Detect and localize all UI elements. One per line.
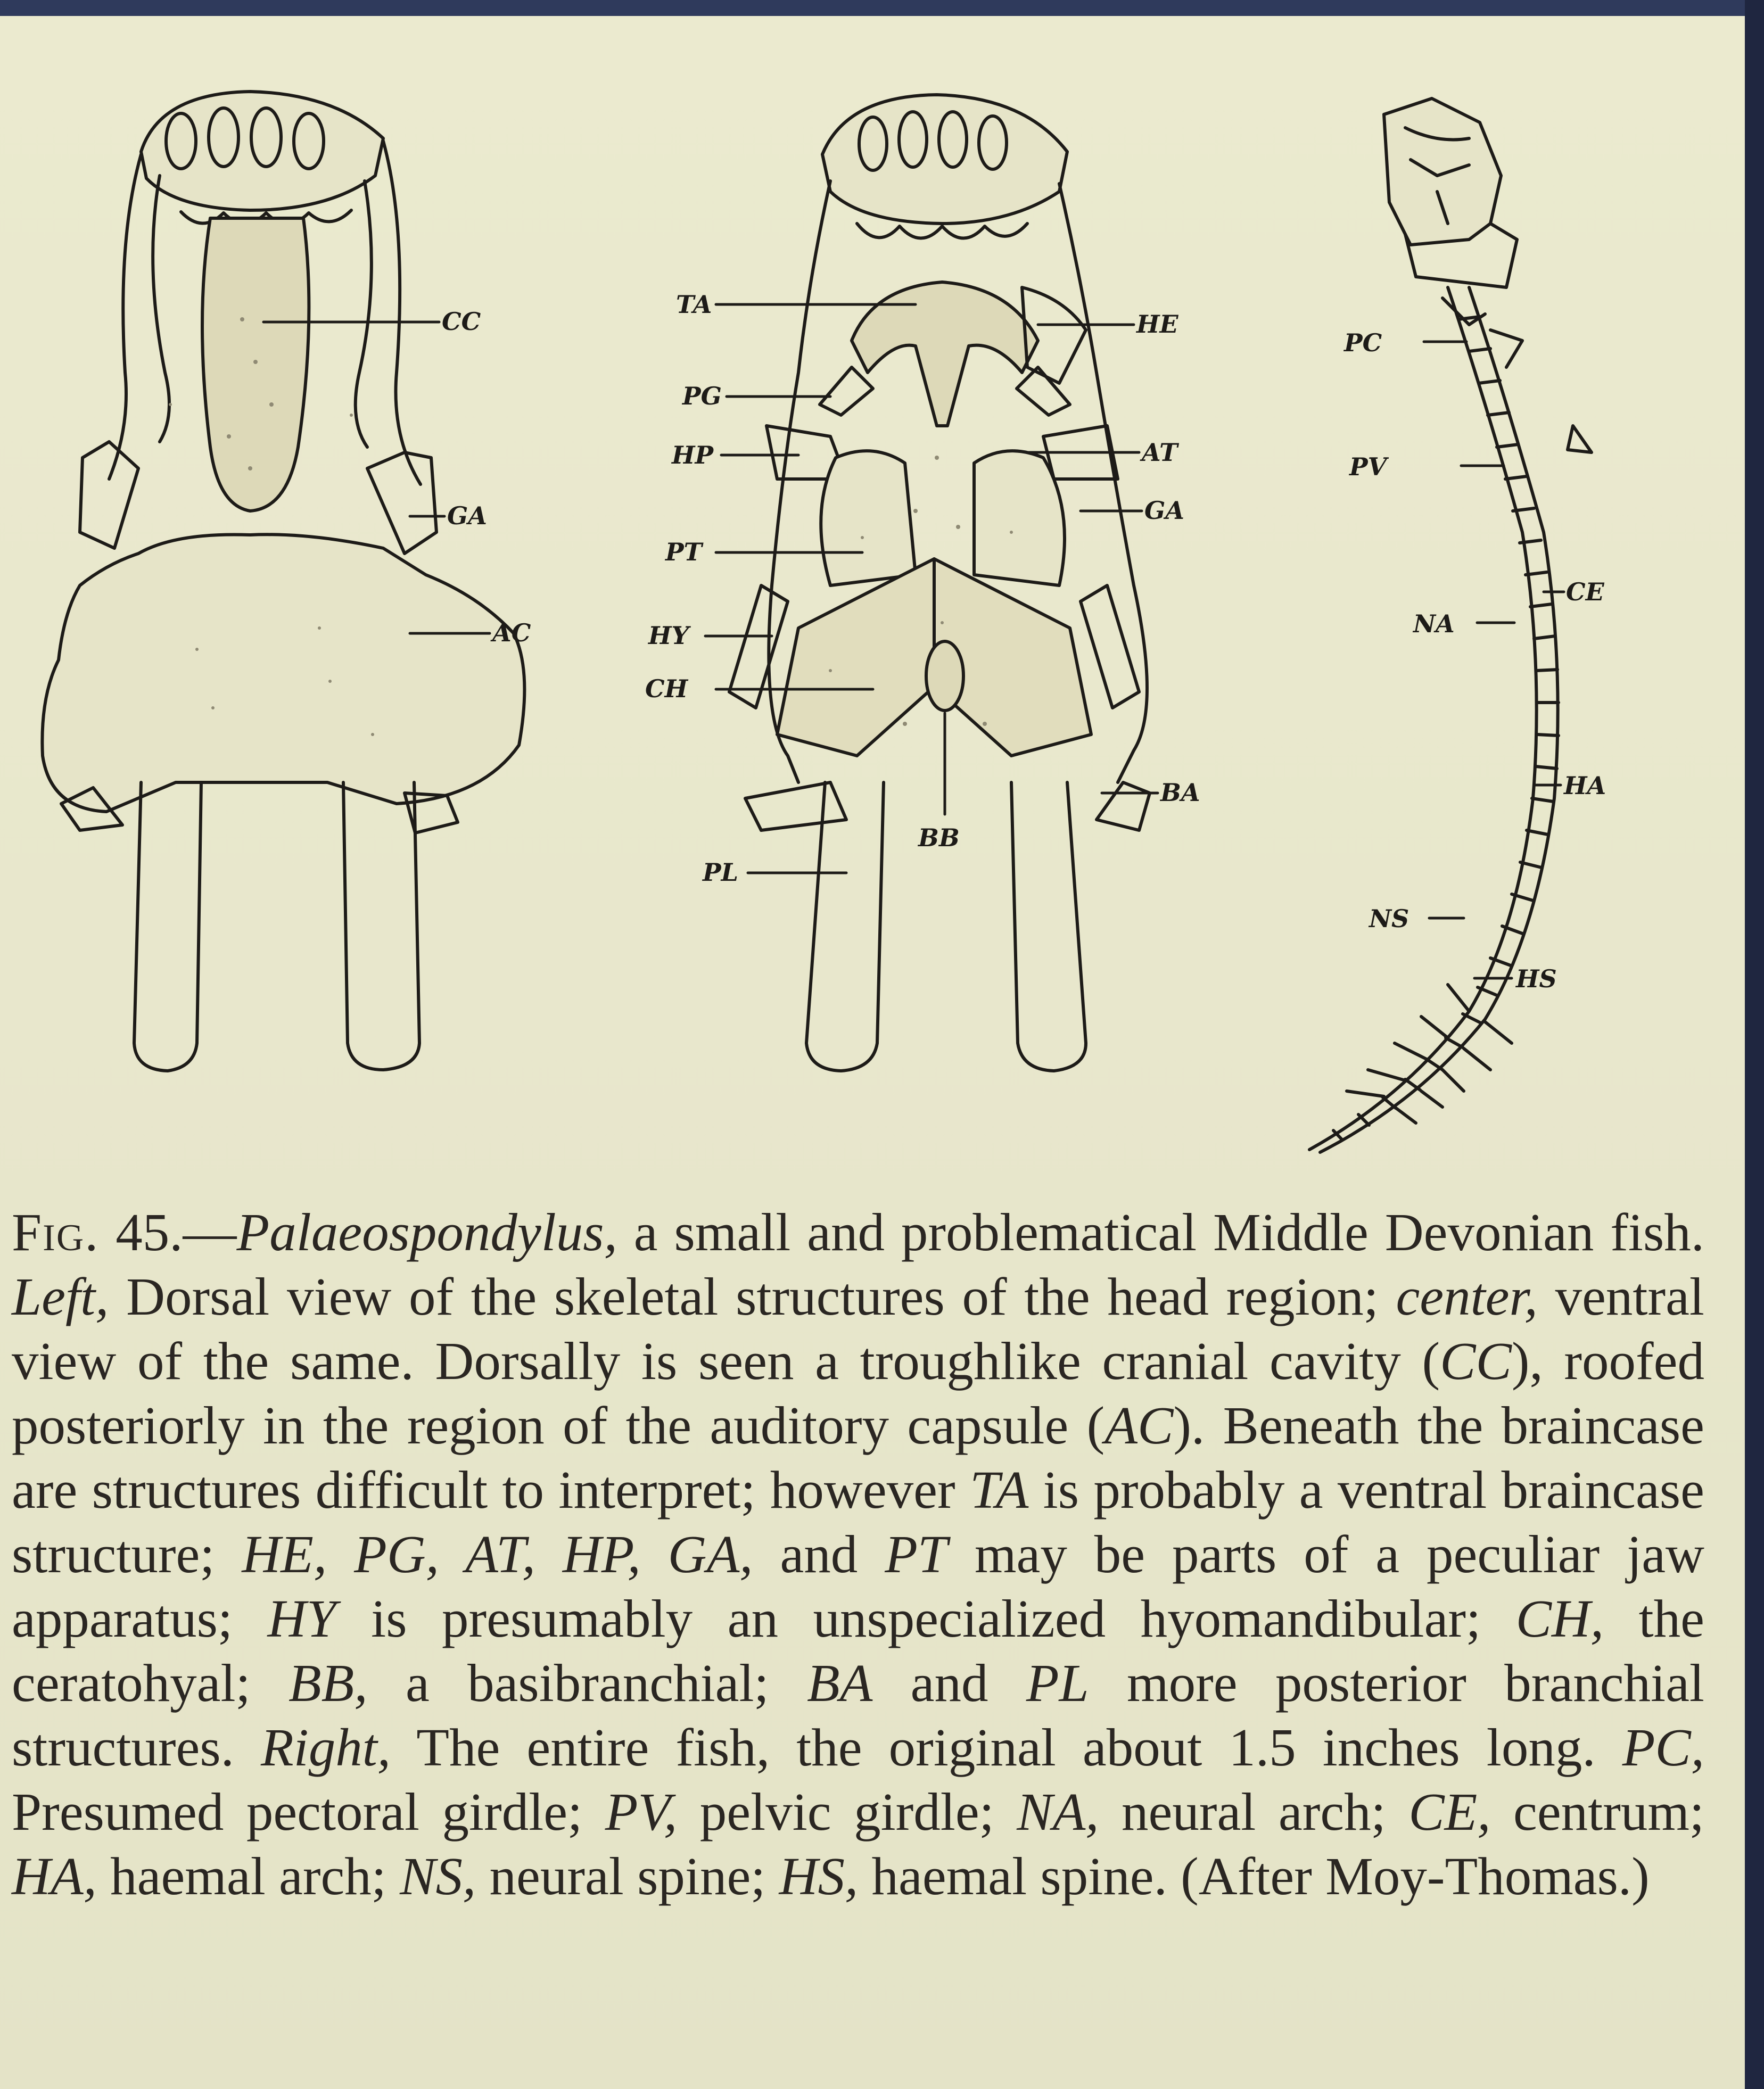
label-ta: TA <box>676 290 712 319</box>
label-at: AT <box>1142 438 1178 467</box>
label-pc: PC <box>1344 328 1382 357</box>
label-hp: HP <box>672 441 714 469</box>
label-bb: BB <box>918 823 960 852</box>
label-ce: CE <box>1566 577 1604 606</box>
label-hs: HS <box>1516 964 1557 993</box>
dorsal-view-drawing <box>42 92 524 1071</box>
caption-body <box>12 1202 1704 1906</box>
caption-text: The entire fish, the original about 1.5 inches long. <box>391 1718 1622 1777</box>
caption-abbrev: HE, PG, AT, HP, GA, <box>242 1524 753 1584</box>
label-ch: CH <box>645 674 688 703</box>
label-ga-left: GA <box>447 501 487 530</box>
caption-text: Presumed pectoral girdle; <box>12 1782 605 1842</box>
caption-abbrev: AC <box>1104 1396 1174 1455</box>
caption-text: is probably a ventral braincase structure; <box>12 1460 1704 1584</box>
caption-text: neural arch; <box>1099 1782 1409 1842</box>
caption-text: ventral view of the same. Dorsally is seen a troughlike cranial cavity ( <box>12 1267 1704 1391</box>
label-pg: PG <box>682 382 722 410</box>
caption-abbrev: NA, <box>1017 1782 1099 1842</box>
caption-text: haemal arch; <box>96 1846 400 1906</box>
caption-text: more posterior branchial structures. <box>12 1653 1704 1777</box>
caption-text: is presumably an unspecialized hyomandibular; <box>336 1589 1516 1648</box>
caption-abbrev: Right, <box>260 1718 391 1777</box>
caption-genus: Palaeospondylus, <box>236 1202 617 1262</box>
figure-caption <box>12 1200 1704 1909</box>
caption-text: a basibranchial; <box>367 1653 807 1713</box>
caption-text: centrum; <box>1490 1782 1704 1842</box>
caption-text: may be parts of a peculiar jaw apparatus; <box>12 1524 1704 1648</box>
label-hy: HY <box>648 621 689 650</box>
caption-abbrev: CH, <box>1515 1589 1604 1648</box>
right-labels <box>1343 328 1606 993</box>
label-pl: PL <box>703 858 738 887</box>
caption-abbrev: HS, <box>779 1846 859 1906</box>
label-ns: NS <box>1369 904 1409 933</box>
caption-text: and <box>872 1653 1026 1713</box>
label-ac: AC <box>492 618 531 647</box>
caption-text: a small and problematical Middle Devonian fish. <box>617 1202 1705 1262</box>
caption-text: neural spine; <box>476 1846 779 1906</box>
caption-abbrev: PV, <box>605 1782 678 1842</box>
label-na: NA <box>1413 609 1455 638</box>
label-ba: BA <box>1160 778 1200 807</box>
caption-text: pelvic girdle; <box>677 1782 1017 1842</box>
caption-abbrev: Left, <box>12 1267 109 1326</box>
caption-abbrev: CC <box>1440 1331 1512 1391</box>
caption-abbrev: BB, <box>288 1653 368 1713</box>
label-ha: HA <box>1564 771 1606 800</box>
caption-fig-label: Fig. <box>12 1202 100 1262</box>
caption-text: the ceratohyal; <box>12 1589 1705 1713</box>
caption-abbrev: TA <box>969 1460 1029 1520</box>
caption-abbrev: center, <box>1396 1267 1538 1326</box>
caption-abbrev: PC, <box>1622 1718 1704 1777</box>
label-he: HE <box>1136 310 1178 338</box>
caption-fig-number: 45.— <box>116 1202 237 1262</box>
caption-abbrev: CE, <box>1408 1782 1491 1842</box>
label-cc: CC <box>442 307 481 336</box>
label-pt: PT <box>665 538 702 566</box>
ventral-view-drawing <box>729 95 1150 1071</box>
caption-abbrev: PL <box>1026 1653 1089 1713</box>
caption-abbrev: HA, <box>12 1846 97 1906</box>
label-pv: PV <box>1349 452 1387 481</box>
caption-text: ), roofed posteriorly in the region of the auditory capsule ( <box>12 1331 1704 1455</box>
caption-abbrev: HY <box>267 1589 336 1648</box>
caption-text: Dorsal view of the skeletal structures of the head region; <box>109 1267 1396 1326</box>
caption-abbrev: NS, <box>400 1846 476 1906</box>
label-ga-center: GA <box>1144 496 1184 525</box>
caption-text: haemal spine. (After Moy-Thomas.) <box>858 1846 1650 1906</box>
caption-abbrev: BA <box>806 1653 873 1713</box>
caption-text: ). Beneath the braincase are structures difficult to interpret; however <box>12 1396 1704 1520</box>
caption-abbrev: PT <box>885 1524 948 1584</box>
caption-text: and <box>753 1524 885 1584</box>
